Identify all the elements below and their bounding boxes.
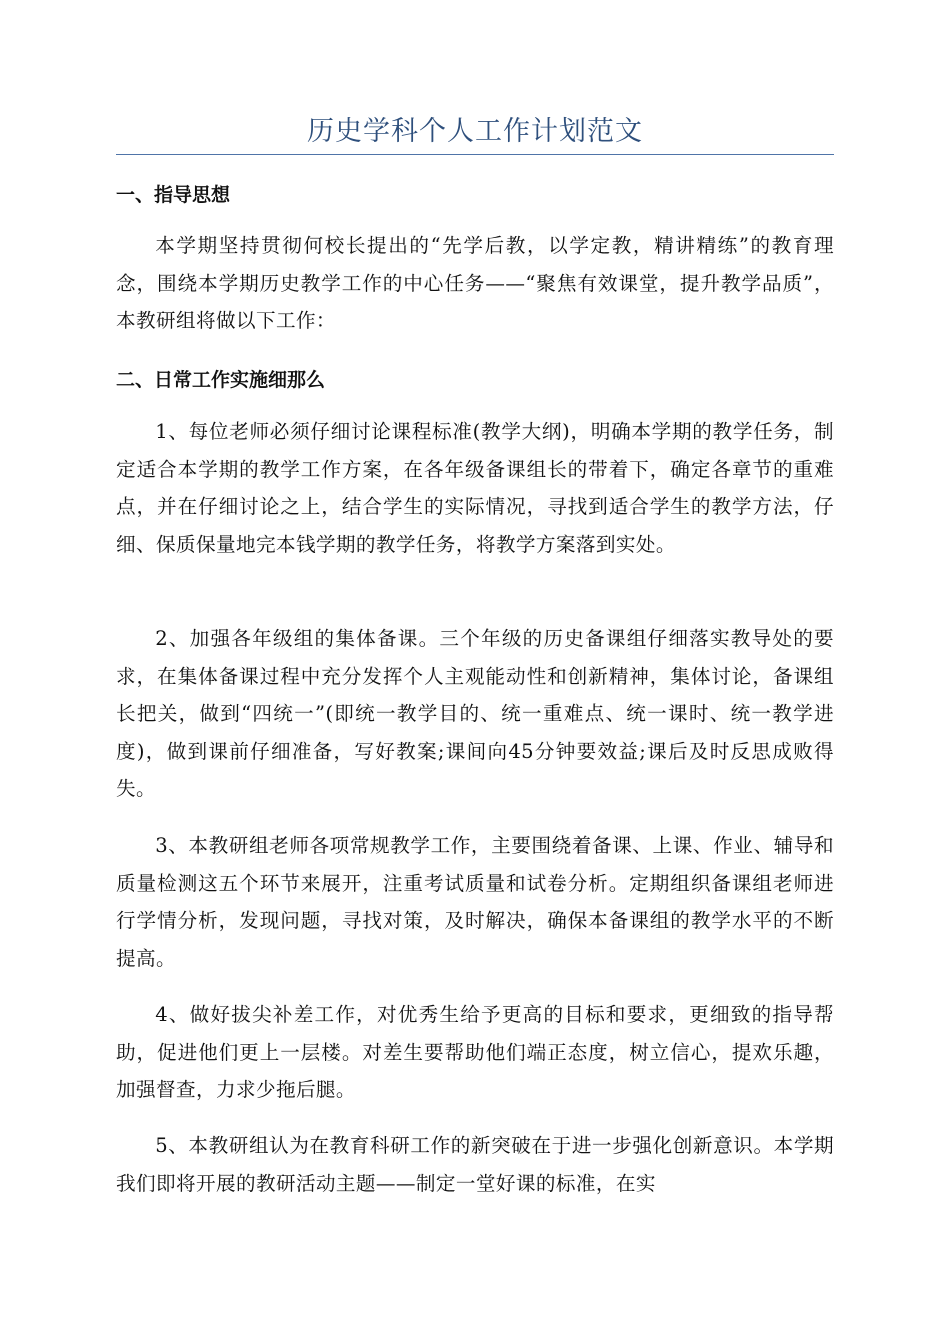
paragraph-intro: 本学期坚持贯彻何校长提出的“先学后教，以学定教，精讲精练”的教育理念，围绕本学期历史教学工作的中心任务——“聚焦有效课堂，提升教学品质”，本教研组将做以下工作： — [116, 234, 834, 332]
document-title: 历史学科个人工作计划范文 — [307, 116, 643, 147]
section-heading-guiding-ideology: 一、指导思想 — [116, 184, 231, 206]
section-heading-daily-work: 二、日常工作实施细那么 — [116, 369, 326, 391]
paragraph-item-5: 5、本教研组认为在教育科研工作的新突破在于进一步强化创新意识。本学期我们即将开展的教研活动主题——制定一堂好课的标准，在实 — [116, 1134, 834, 1195]
paragraph-item-3: 3、本教研组老师各项常规教学工作，主要围绕着备课、上课、作业、辅导和质量检测这五个环节来展开，注重考试质量和试卷分析。定期组织备课组老师进行学情分析，发现问题，寻找对策，及时解决，确保本备课组的教学水平的不断提高。 — [116, 834, 834, 970]
title-underline — [116, 154, 834, 155]
paragraph-item-4: 4、做好拔尖补差工作，对优秀生给予更高的目标和要求，更细致的指导帮助，促进他们更上一层楼。对差生要帮助他们端正态度，树立信心，提欢乐趣，加强督查，力求少拖后腿。 — [116, 1003, 834, 1101]
paragraph-item-2: 2、加强各年级组的集体备课。三个年级的历史备课组仔细落实教导处的要求，在集体备课过程中充分发挥个人主观能动性和创新精神，集体讨论，备课组长把关，做到“四统一”(即统一教学目的、统一重难点、统一课时、统一教学进度)，做到课前仔细准备，写好教案;课间向45分钟要效益;课后及时反思成败得失。 — [116, 627, 834, 800]
paragraph-item-1: 1、每位老师必须仔细讨论课程标准(教学大纲)，明确本学期的教学任务，制定适合本学期的教学工作方案，在各年级备课组长的带着下，确定各章节的重难点，并在仔细讨论之上，结合学生的实际情况，寻找到适合学生的教学方法，仔细、保质保量地完本钱学期的教学任务，将教学方案落到实处。 — [116, 420, 834, 556]
